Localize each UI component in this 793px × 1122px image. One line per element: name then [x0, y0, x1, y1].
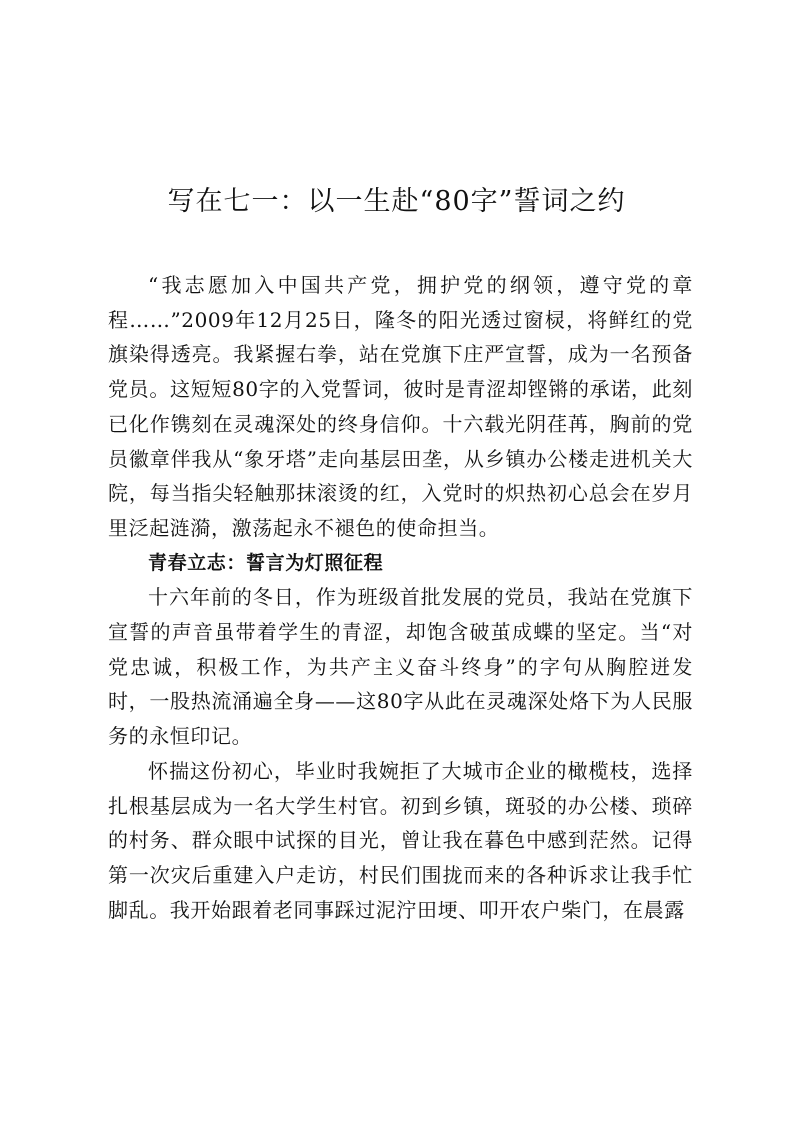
section-paragraph: 怀揣这份初心，毕业时我婉拒了大城市企业的橄榄枝，选择扎根基层成为一名大学生村官。初到乡镇，斑驳的办公楼、琐碎的村务、群众眼中试探的目光，曾让我在暮色中感到茫然。记得第一次灾后重建入户走访，村民们围拢而来的各种诉求让我手忙脚乱。我开始跟着老同事踩过泥泞田埂、叩开农户柴门，在晨露: [108, 758, 693, 922]
section-paragraph: 十六年前的冬日，作为班级首批发展的党员，我站在党旗下宣誓的声音虽带着学生的青涩，却饱含破茧成蝶的坚定。当“对党忠诚，积极工作，为共产主义奋斗终身”的字句从胸腔迸发时，一股热流涌遍全身——这80字从此在灵魂深处烙下为人民服务的永恒印记。: [108, 585, 693, 749]
document-body: [108, 268, 693, 927]
intro-paragraph: “我志愿加入中国共产党，拥护党的纲领，遵守党的章程……”2009年12月25日，隆冬的阳光透过窗棂，将鲜红的党旗染得透亮。我紧握右拳，站在党旗下庄严宣誓，成为一名预备党员。这短短80字的入党誓词，彼时是青涩却铿锵的承诺，此刻已化作镌刻在灵魂深处的终身信仰。十六载光阴荏苒，胸前的党员徽章伴我从“象牙塔”走向基层田垄，从乡镇办公楼走进机关大院，每当指尖轻触那抹滚烫的红，入党时的炽热初心总会在岁月里泛起涟漪，激荡起永不褪色的使命担当。: [108, 273, 693, 540]
section-heading: 青春立志：誓言为灯照征程: [148, 551, 384, 574]
document-title: 写在七一：以一生赴“80字”誓词之约: [167, 186, 626, 217]
